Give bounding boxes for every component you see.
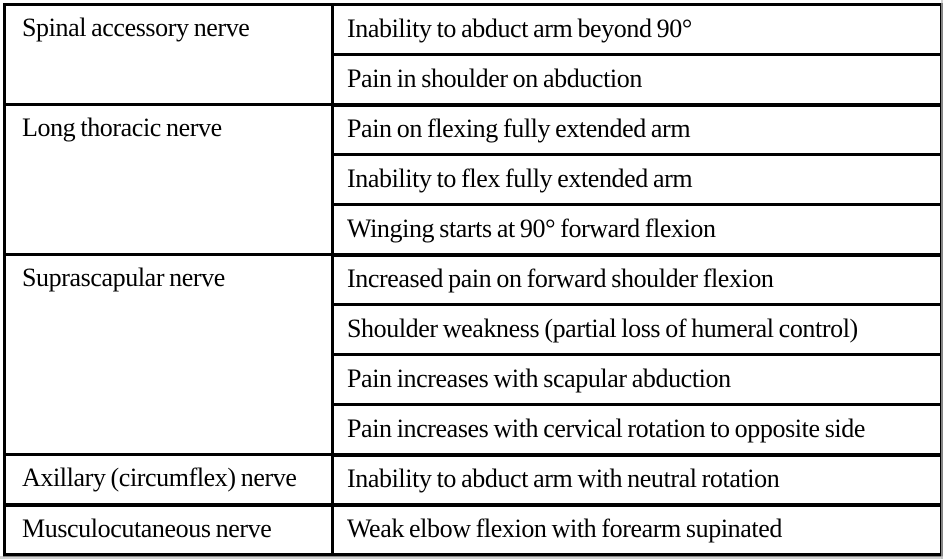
symptom-cell: Weak elbow flexion with forearm supinated	[333, 505, 942, 555]
nerve-cell-musculocutaneous: Musculocutaneous nerve	[5, 505, 333, 555]
table-row	[5, 505, 942, 555]
nerve-cell-axillary: Axillary (circumflex) nerve	[5, 455, 333, 505]
nerve-symptoms-table	[3, 3, 943, 557]
nerve-cell-spinal-accessory: Spinal accessory nerve	[5, 5, 333, 105]
table-row	[5, 105, 942, 155]
table-row	[5, 455, 942, 505]
symptom-cell: Pain increases with scapular abduction	[333, 355, 942, 405]
symptom-cell: Inability to flex fully extended arm	[333, 155, 942, 205]
symptom-cell: Increased pain on forward shoulder flexion	[333, 255, 942, 305]
symptom-cell: Winging starts at 90° forward flexion	[333, 205, 942, 255]
nerve-cell-long-thoracic: Long thoracic nerve	[5, 105, 333, 255]
symptom-cell: Inability to abduct arm beyond 90°	[333, 5, 942, 55]
symptom-cell: Shoulder weakness (partial loss of humeral control)	[333, 305, 942, 355]
symptom-cell: Inability to abduct arm with neutral rotation	[333, 455, 942, 505]
symptom-cell: Pain in shoulder on abduction	[333, 55, 942, 105]
symptom-cell: Pain on flexing fully extended arm	[333, 105, 942, 155]
symptom-cell: Pain increases with cervical rotation to opposite side	[333, 405, 942, 455]
table-row	[5, 255, 942, 305]
nerve-cell-suprascapular: Suprascapular nerve	[5, 255, 333, 455]
table-row	[5, 5, 942, 55]
